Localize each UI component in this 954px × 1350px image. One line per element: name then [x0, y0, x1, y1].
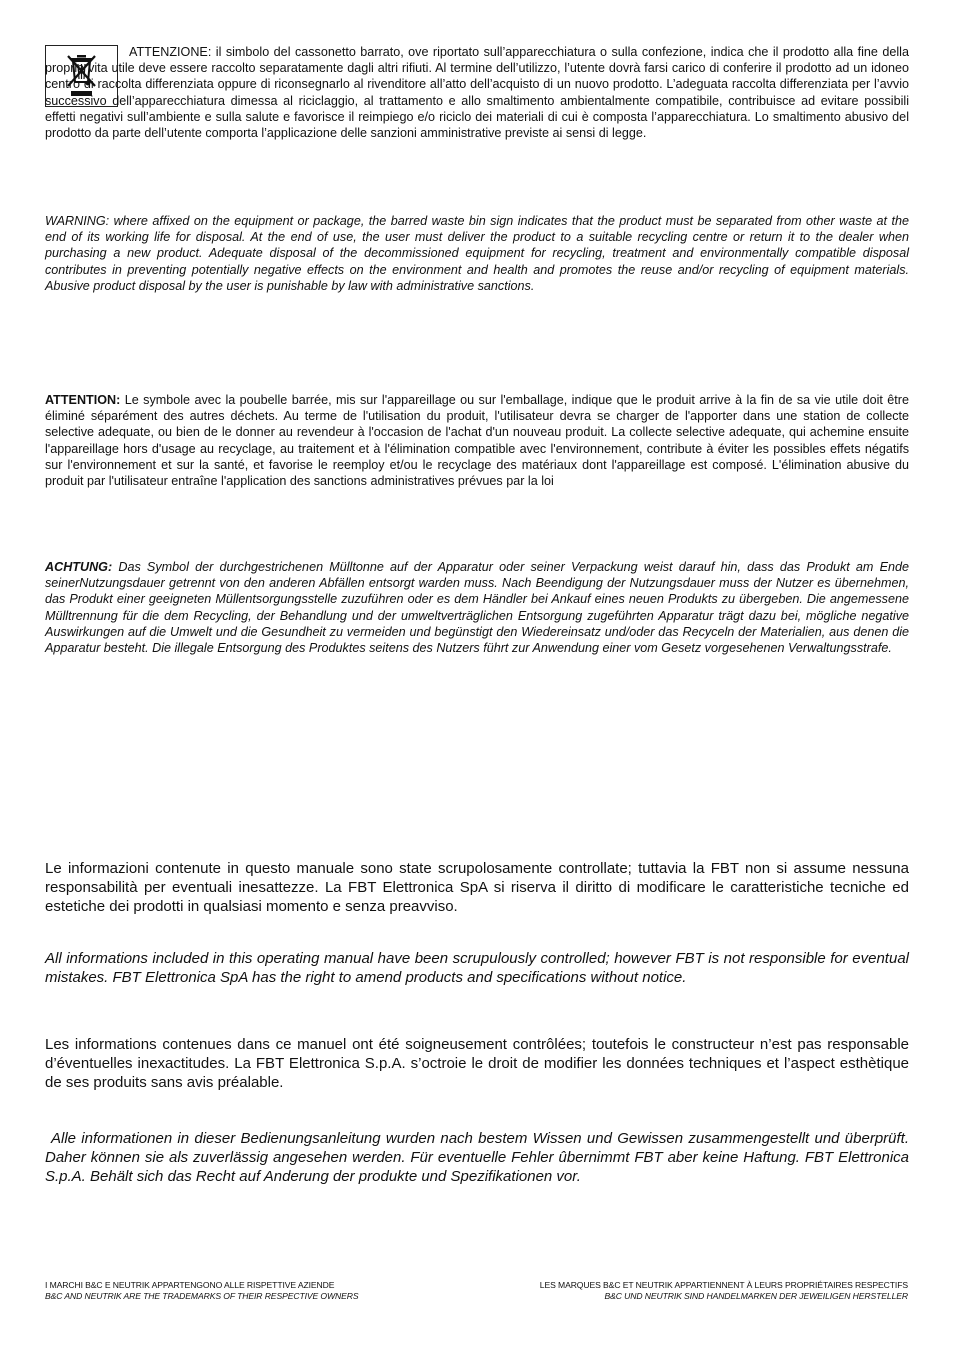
weee-notice-french-text: Le symbole avec la poubelle barrée, mis sur l'appareillage ou sur l'emballage, indique que le produit arrive à la fin de sa vie utile doit être éliminé séparément des autres déchets. Au terme de l'utilisation du produit, l'utilisateur devra se charger de l'apporter dans une station de collecte selective adequate, ou bien de le donner au revendeur à l'occasion de l'achat d'un nouveau produit. La collecte selective adequate, qui achemine ensuite l'appareillage hors d'usage au recyclage, au traitement et à l'élimination compatible avec l'environnement, contribute à éviter les possibles effets négatifs sur l'environnement et sur la santé, et favorise le reemploy et/ou le recyclage des matériaux dont l'appareillage est composé. L'élimination abusive du produit par l'utilisateur entraîne l'application des sanctions administratives prévues par la loi	[45, 393, 909, 489]
trademark-line-italian: I MARCHI B&C E NEUTRIK APPARTENGONO ALLE RISPETTIVE AZIENDE	[45, 1280, 335, 1290]
disclaimer-english-text: All informations included in this operating manual have been scrupulously controlled; however FBT is not responsible for eventual mistakes. FBT Elettronica SpA has the right to amend products and specifications without notice.	[45, 950, 909, 986]
trademark-footer-left	[45, 1280, 359, 1302]
weee-notice-german-lead: ACHTUNG:	[45, 560, 113, 574]
disclaimer-german	[45, 1129, 909, 1186]
weee-notice-english	[45, 213, 909, 294]
disclaimer-italian-text: Le informazioni contenute in questo manuale sono state scrupolosamente controllate; tuttavia la FBT non si assume nessuna responsabilità per eventuali inesattezze. La FBT Elettronica SpA si riserva il diritto di modificare le caratteristiche tecniche ed estetiche dei prodotti in qualsiasi momento e senza preavviso.	[45, 860, 909, 915]
weee-notice-french	[45, 392, 909, 489]
weee-notice-german	[45, 559, 909, 656]
trademark-line-english: B&C AND NEUTRIK ARE THE TRADEMARKS OF THEIR RESPECTIVE OWNERS	[45, 1291, 359, 1301]
trademark-line-french: LES MARQUES B&C ET NEUTRIK APPARTIENNENT À LEURS PROPRIÉTAIRES RESPECTIFS	[539, 1280, 908, 1290]
weee-notice-french-lead: ATTENTION:	[45, 393, 121, 407]
disclaimer-italian	[45, 859, 909, 916]
disclaimer-french	[45, 1035, 909, 1092]
disclaimer-english	[45, 949, 909, 987]
weee-notice-italian	[45, 44, 909, 141]
weee-notice-english-text: WARNING: where affixed on the equipment or package, the barred waste bin sign indicates that the product must be separated from other waste at the end of its working life for disposal. At the end of use, the user must deliver the product to a suitable recycling centre or return it to the dealer when purchasing a new product. Adequate disposal of the decommissioned equipment for recycling, treatment and environmentally compatible disposal contributes in preventing potentially negative effects on the environment and health and promotes the reuse and/or recycling of equipment materials. Abusive product disposal by the user is punishable by law with administrative sanctions.	[45, 214, 909, 293]
weee-notice-german-text: Das Symbol der durchgestrichenen Mülltonne auf der Apparatur oder seiner Verpackung weist darauf hin, dass das Produkt am Ende seinerNutzungsdauer getrennt von den anderen Abfällen entsorgt warden muss. Nach Beendigung der Nutzungsdauer muss der Nutzer es übernehmen, das Produkt einer geeigneten Müllentsorgungsstelle zuzuführen oder es dem Händler bei Ankauf eines neuen Produkts zu übergeben. Die angemessene Mülltrennung für die dem Recycling, der Behandlung und der umweltverträglichen Entsorgung zugeführten Apparatur trägt dazu bei, mögliche negative Auswirkungen auf die Umwelt und die Gesundheit zu vermeiden und begünstigt den Wiedereinsatz und/oder das Recyceln der Materialien, aus denen die Apparatur besteht. Die illegale Entsorgung des Produktes seitens des Nutzers führt zur Anwendung einer vom Gesetz vorgesehenen Verwaltungsstrafe.	[45, 560, 909, 656]
disclaimer-french-text: Les informations contenues dans ce manuel ont été soigneusement contrôlées; toutefois le constructeur n’est pas responsable d’éventuelles inexactitudes. La FBT Elettronica S.p.A. s’octroie le droit de modifier les données techniques et l’aspect esthètique de ses produits sans avis préalable.	[45, 1036, 909, 1091]
trademark-footer-right	[540, 1280, 908, 1302]
disclaimer-german-text: Alle informationen in dieser Bedienungsanleitung wurden nach bestem Wissen und Gewissen zusammengestellt und überprüft. Daher können sie als zuverlässig angesehen werden. Für eventuelle Fehler ûbernimmt FBT aber keine Haftung. FBT Elettronica S.p.A. Behält sich das Recht auf Anderung der produkte und Spezifikationen vor.	[45, 1130, 909, 1185]
weee-notice-italian-text: ATTENZIONE: il simbolo del cassonetto barrato, ove riportato sull’apparecchiatura o sulla confezione, indica che il prodotto alla fine della propria vita utile deve essere raccolto separatamente dagli altri rifiuti. Al termine dell’utilizzo, l’utente dovrà farsi carico di conferire il prodotto ad un idoneo centro di raccolta differenziata oppure di riconsegnarlo al rivenditore all’atto dell’acquisto di un nuovo prodotto. L’adeguata raccolta differenziata per l’avvio successivo dell’apparecchiatura dimessa al riciclaggio, al trattamento e allo smaltimento ambientalmente compatibile, contribuisce ad evitare possibili effetti negativi sull’ambiente e sulla salute e favorisce il reimpiego e/o riciclo dei materiali di cui è composta l’apparecchiatura. Lo smaltimento abusivo del prodotto da parte dell’utente comporta l’applicazione delle sanzioni amministrative previste ai sensi di legge.	[45, 45, 909, 141]
trademark-line-german: B&C UND NEUTRIK SIND HANDELMARKEN DER JEWEILIGEN HERSTELLER	[604, 1291, 908, 1301]
